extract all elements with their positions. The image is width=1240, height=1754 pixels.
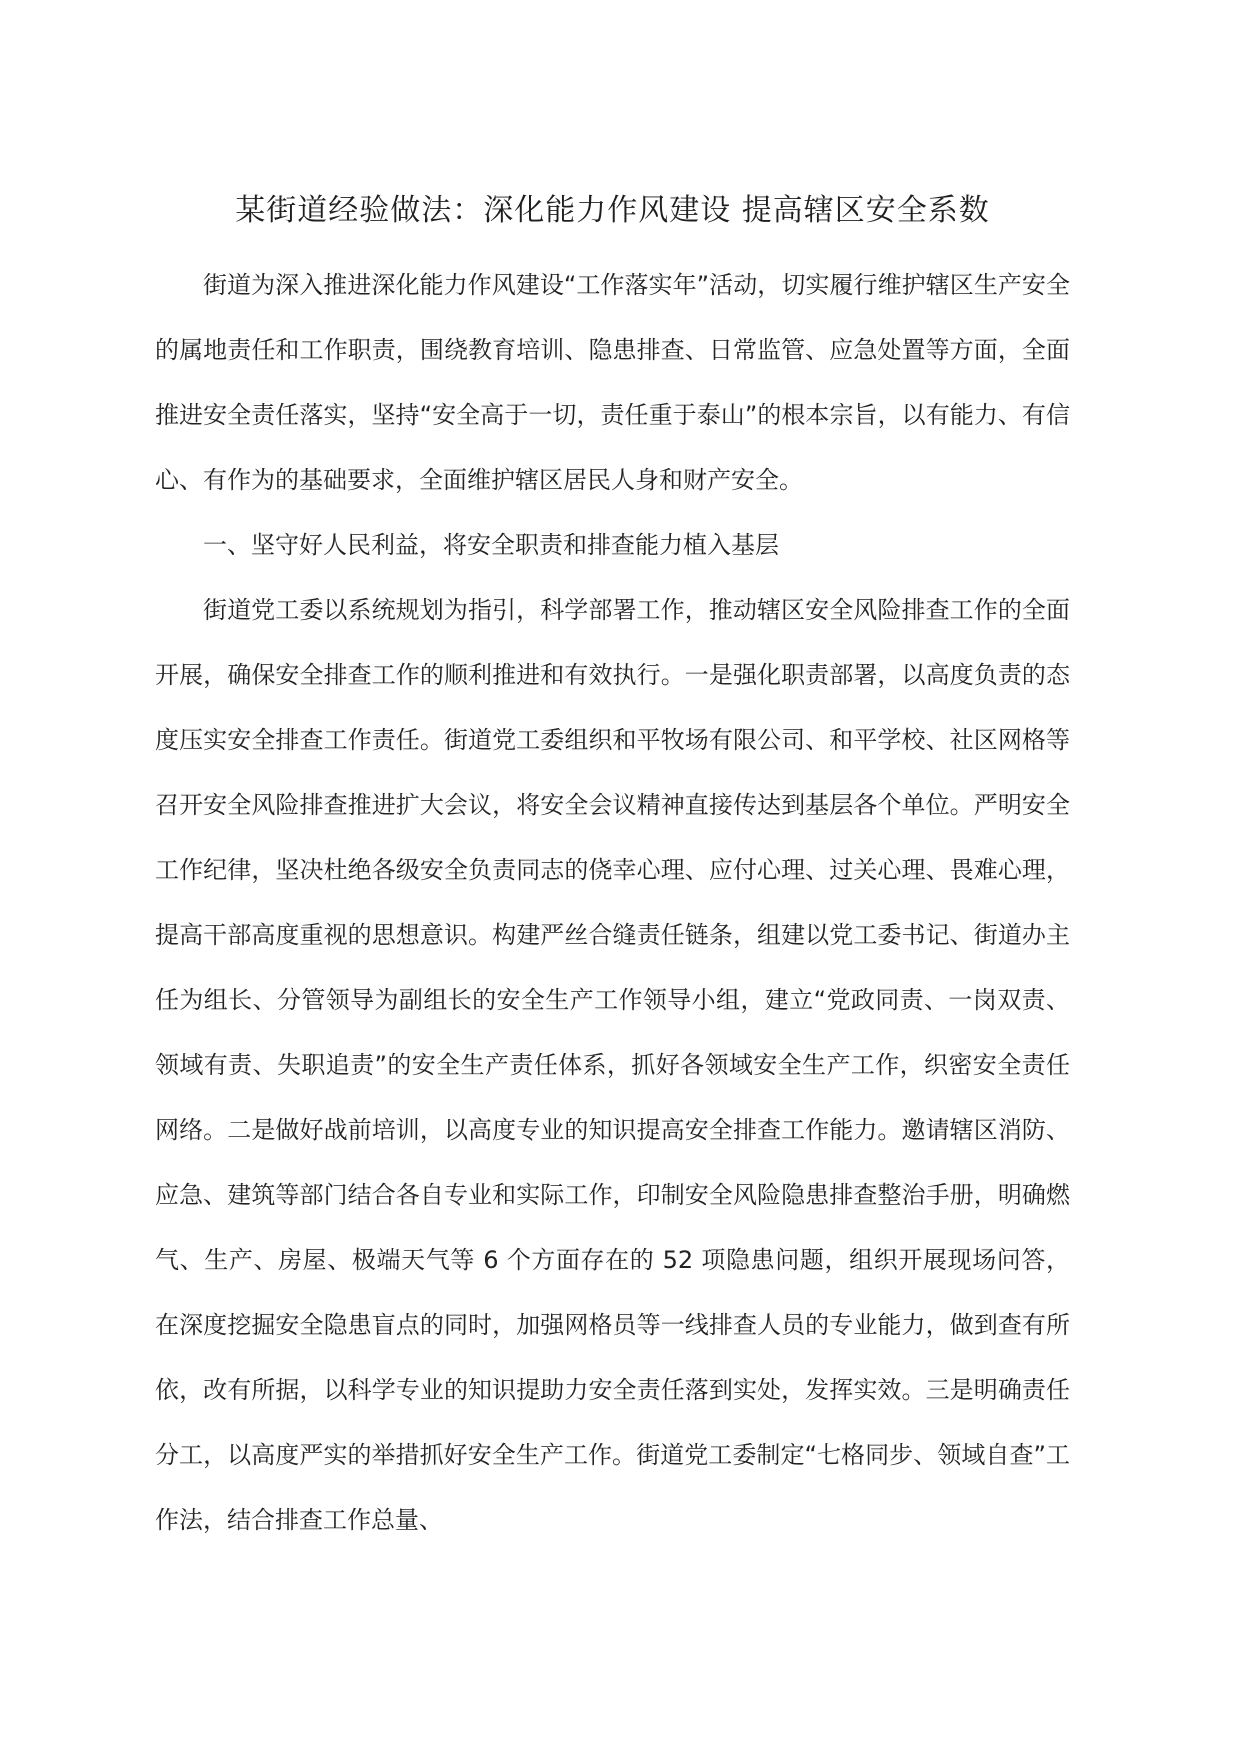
- intro-paragraph: 街道为深入推进深化能力作风建设“工作落实年”活动，切实履行维护辖区生产安全的属地责任和工作职责，围绕教育培训、隐患排查、日常监管、应急处置等方面，全面推进安全责任落实，坚持“安全高于一切，责任重于泰山”的根本宗旨，以有能力、有信心、有作为的基础要求，全面维护辖区居民人身和财产安全。: [155, 271, 1070, 494]
- section-paragraph: 街道党工委以系统规划为指引，科学部署工作，推动辖区安全风险排查工作的全面开展，确保安全排查工作的顺利推进和有效执行。一是强化职责部署，以高度负责的态度压实安全排查工作责任。街道党工委组织和平牧场有限公司、和平学校、社区网格等召开安全风险排查推进扩大会议，将安全会议精神直接传达到基层各个单位。严明安全工作纪律，坚决杜绝各级安全负责同志的侥幸心理、应付心理、过关心理、畏难心理，提高干部高度重视的思想意识。构建严丝合缝责任链条，组建以党工委书记、街道办主任为组长、分管领导为副组长的安全生产工作领导小组，建立“党政同责、一岗双责、领域有责、失职追责”的安全生产责任体系，抓好各领域安全生产工作，织密安全责任网络。二是做好战前培训，以高度专业的知识提高安全排查工作能力。邀请辖区消防、应急、建筑等部门结合各自专业和实际工作，印制安全风险隐患排查整治手册，明确燃气、生产、房屋、极端天气等 6 个方面存在的 52 项隐患问题，组织开展现场问答，在深度挖掘安全隐患盲点的同时，加强网格员等一线排查人员的专业能力，做到查有所依，改有所据，以科学专业的知识提助力安全责任落到实处，发挥实效。三是明确责任分工，以高度严实的举措抓好安全生产工作。街道党工委制定“七格同步、领域自查”工作法，结合排查工作总量、: [155, 596, 1070, 1534]
- section-heading: 一、坚守好人民利益，将安全职责和排查能力植入基层: [203, 531, 779, 559]
- document-body: [155, 186, 1070, 1553]
- document-title: 某街道经验做法：深化能力作风建设 提高辖区安全系数: [235, 193, 990, 228]
